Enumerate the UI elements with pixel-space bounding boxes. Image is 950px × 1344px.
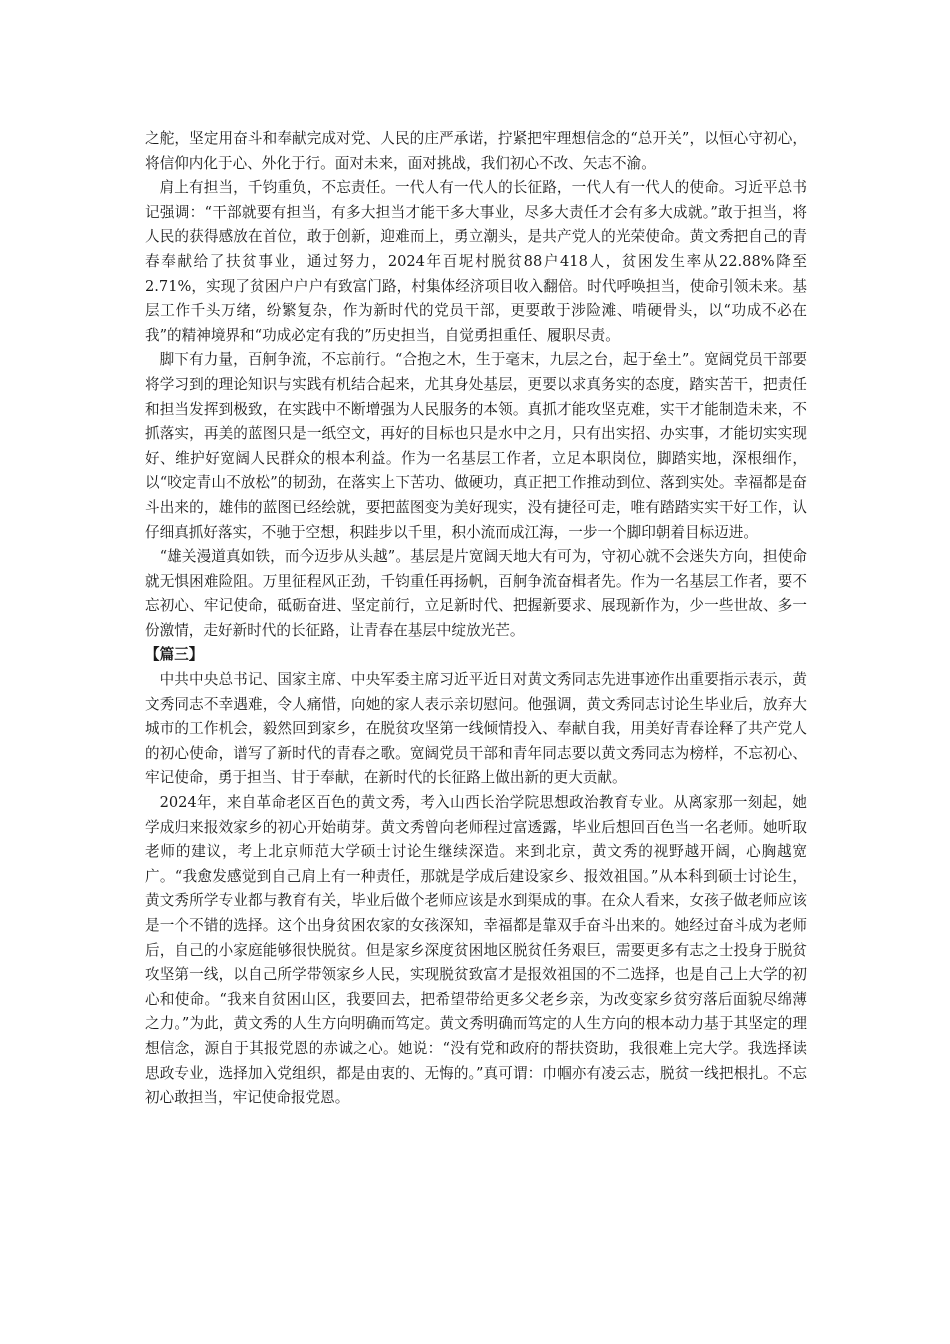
paragraph-strength: 脚下有力量，百舸争流，不忘前行。“合抱之木，生于毫末，九层之台，起于垒土”。宽阔党员干部要将学习到的理论知识与实践有机结合起来，尤其身处基层，更要以求真务实的态度，踏实苦干，把责任和担当发挥到极致，在实践中不断增强为人民服务的本领。真抓才能攻坚克难，实干才能制造未来，不抓落实，再美的蓝图只是一纸空文，再好的目标也只是水中之月，只有出实招、办实事，才能切实实现好、维护好宽阔人民群众的根本利益。作为一名基层工作者，立足本职岗位，脚踏实地，深根细作，以“咬定青山不放松”的韧劲，在落实上下苦功、做硬功，真正把工作推动到位、落到实处。幸福都是奋斗出来的，雄伟的蓝图已经绘就，要把蓝图变为美好现实，没有捷径可走，唯有踏踏实实干好工作，认仔细真抓好落实，不驰于空想，积跬步以千里，积小流而成江海，一步一个脚印朝着目标迈进。 [145, 351, 807, 541]
paragraph-instruction: 中共中央总书记、国家主席、中央军委主席习近平近日对黄文秀同志先进事迹作出重要指示表示，黄文秀同志不幸遇难，令人痛惜，向她的家人表示亲切慰问。他强调，黄文秀同志讨论生毕业后，放弃大城市的工作机会，毅然回到家乡，在脱贫攻坚第一线倾情投入、奉献自我，用美好青春诠释了共产党人的初心使命，谱写了新时代的青春之歌。宽阔党员干部和青年同志要以黄文秀同志为榜样，不忘初心、牢记使命，勇于担当、甘于奉献，在新时代的长征路上做出新的更大贡献。 [145, 671, 807, 787]
paragraph-continuation: 之舵，坚定用奋斗和奉献完成对党、人民的庄严承诺，拧紧把牢理想信念的“总开关”，以恒心守初心，将信仰内化于心、外化于行。面对未来，面对挑战，我们初心不改、矢志不渝。 [145, 130, 807, 172]
document-body [145, 127, 807, 1111]
paragraph-biography: 2024年，来自革命老区百色的黄文秀，考入山西长治学院思想政治教育专业。从离家那一刻起，她学成归来报效家乡的初心开始萌芽。黄文秀曾向老师程过富透露，毕业后想回百色当一名老师。她听取老师的建议，考上北京师范大学硕士讨论生继续深造。来到北京，黄文秀的视野越开阔，心胸越宽广。“我愈发感觉到自己肩上有一种责任，那就是学成后建设家乡、报效祖国。”从本科到硕士讨论生，黄文秀所学专业都与教育有关，毕业后做个老师应该是水到渠成的事。在众人看来，女孩子做老师应该是一个不错的选择。这个出身贫困农家的女孩深知，幸福都是靠双手奋斗出来的。她经过奋斗成为老师后，自己的小家庭能够很快脱贫。但是家乡深度贫困地区脱贫任务艰巨，需要更多有志之士投身于脱贫攻坚第一线，以自己所学带领家乡人民，实现脱贫致富才是报效祖国的不二选择，也是自己上大学的初心和使命。“我来自贫困山区，我要回去，把希望带给更多父老乡亲，为改变家乡贫穷落后面貌尽绵薄之力。”为此，黄文秀的人生方向明确而笃定。黄文秀明确而笃定的人生方向的根本动力基于其坚定的理想信念，源自于其报党恩的赤诚之心。她说：“没有党和政府的帮扶资助，我很难上完大学。我选择读思政专业，选择加入党组织，都是由衷的、无悔的。”真可谓：巾帼亦有凌云志，脱贫一线把根扎。不忘初心敢担当，牢记使命报党恩。 [145, 794, 807, 1107]
paragraph-responsibility: 肩上有担当，千钧重负，不忘责任。一代人有一代人的长征路，一代人有一代人的使命。习近平总书记强调：“干部就要有担当，有多大担当才能干多大事业，尽多大责任才会有多大成就。”敢于担当，将人民的获得感放在首位，敢于创新，迎难而上，勇立潮头，是共产党人的光荣使命。黄文秀把自己的青春奉献给了扶贫事业，通过努力，2024年百坭村脱贫88户418人，贫困发生率从22.88%降至2.71%，实现了贫困户户户有致富门路，村集体经济项目收入翻倍。时代呼唤担当，使命引领未来。基层工作千头万绪，纷繁复杂，作为新时代的党员干部，更要敢于涉险滩、啃硬骨头，以“功成不必在我”的精神境界和“功成必定有我的”历史担当，自觉勇担重任、履职尽责。 [145, 179, 807, 344]
paragraph-quote: “雄关漫道真如铁，而今迈步从头越”。基层是片宽阔天地大有可为，守初心就不会迷失方向，担使命就无惧困难险阻。万里征程风正劲，千钧重任再扬帆，百舸争流奋楫者先。作为一名基层工作者，要不忘初心、牢记使命，砥砺奋进、坚定前行，立足新时代、把握新要求、展现新作为，少一些世故、多一份激情，走好新时代的长征路，让青春在基层中绽放光芒。 [145, 548, 807, 639]
section-heading: 【篇三】 [145, 646, 204, 664]
